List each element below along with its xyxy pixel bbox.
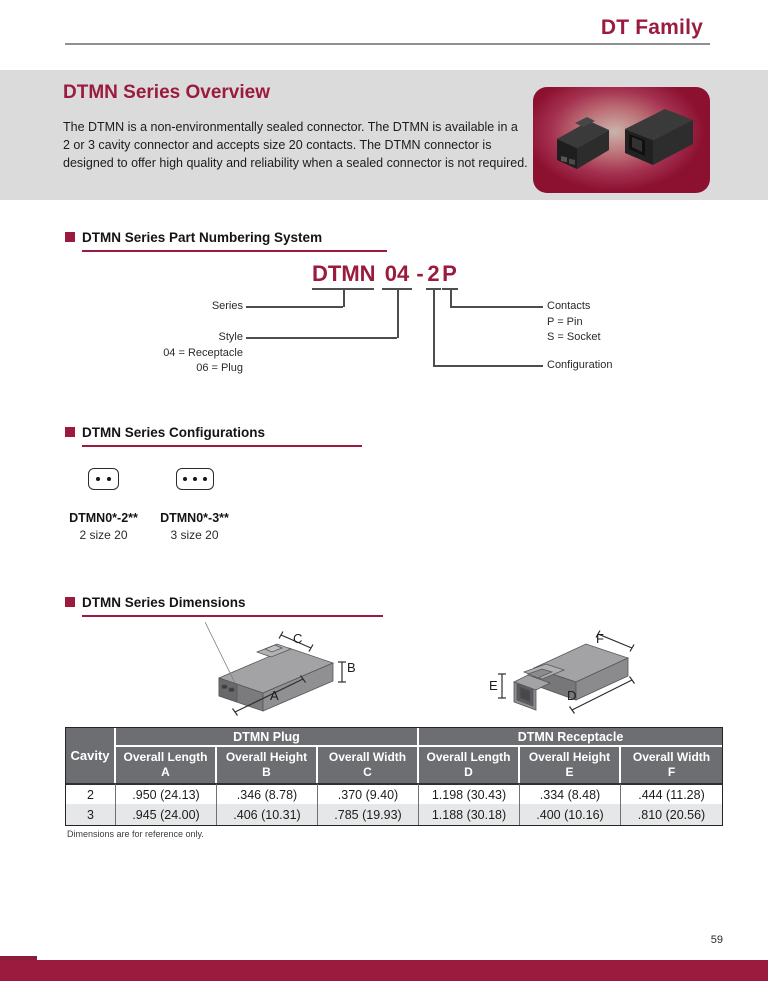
cell-value: .444 (11.28) bbox=[621, 783, 722, 804]
pn-connector-line bbox=[246, 306, 343, 308]
pn-connector-line bbox=[450, 289, 452, 307]
cavity-dot bbox=[193, 477, 198, 482]
pn-label-style: Style bbox=[218, 331, 243, 343]
dimensions-table bbox=[65, 727, 723, 826]
col-header bbox=[217, 747, 318, 783]
cell-value: .945 (24.00) bbox=[116, 804, 217, 825]
cavity-dot bbox=[107, 477, 112, 482]
pn-connector-line bbox=[433, 289, 435, 366]
section-bullet-icon bbox=[65, 597, 75, 607]
cavity-dot bbox=[183, 477, 188, 482]
cell-value: .406 (10.31) bbox=[217, 804, 318, 825]
cell-cavity: 2 bbox=[66, 783, 116, 804]
configurations-heading: DTMN Series Configurations bbox=[82, 425, 266, 440]
pn-connector-line bbox=[397, 289, 399, 338]
dim-letter-C: C bbox=[293, 631, 303, 646]
config-part-number: DTMN0*-3** bbox=[160, 511, 229, 525]
cell-value: .810 (20.56) bbox=[621, 804, 722, 825]
dim-letter-E: E bbox=[489, 678, 498, 693]
pn-connector-line bbox=[246, 337, 397, 339]
cavity-dot bbox=[96, 477, 101, 482]
col-header-letter: B bbox=[262, 765, 271, 779]
pn-label-contact-option2: S = Socket bbox=[547, 331, 601, 343]
pn-configuration: 2 bbox=[427, 261, 440, 286]
dim-letter-B: B bbox=[347, 660, 356, 675]
cell-value: .400 (10.16) bbox=[520, 804, 621, 825]
cell-value: .370 (9.40) bbox=[318, 783, 419, 804]
col-header bbox=[621, 747, 722, 783]
overview-title: DTMN Series Overview bbox=[63, 82, 270, 103]
col-header-text: Overall Length bbox=[123, 750, 208, 764]
pn-dash: - bbox=[416, 261, 424, 286]
pn-contacts: P bbox=[442, 261, 457, 286]
pn-series: DTMN bbox=[312, 261, 376, 286]
col-header-text: Overall Length bbox=[426, 750, 511, 764]
receptacle-dimension-drawing bbox=[480, 622, 655, 722]
section-bullet-icon bbox=[65, 427, 75, 437]
col-header-letter: E bbox=[565, 765, 574, 779]
config-part-number: DTMN0*-2** bbox=[69, 511, 138, 525]
cell-value: 1.188 (30.18) bbox=[419, 804, 520, 825]
pn-label-style-option2: 06 = Plug bbox=[196, 362, 243, 374]
section-rule bbox=[82, 250, 387, 252]
table-row bbox=[66, 804, 722, 825]
config-description: 3 size 20 bbox=[170, 528, 219, 542]
dimensions-note: Dimensions are for reference only. bbox=[67, 829, 204, 839]
col-header bbox=[318, 747, 419, 783]
col-header-letter: C bbox=[363, 765, 372, 779]
dim-letter-F: F bbox=[596, 631, 604, 646]
overview-banner bbox=[0, 70, 768, 200]
pn-style: 04 bbox=[384, 261, 410, 286]
section-rule bbox=[82, 615, 383, 617]
col-header-text: Overall Height bbox=[528, 750, 611, 764]
header-rule bbox=[65, 43, 710, 45]
col-header-letter: D bbox=[464, 765, 473, 779]
product-photo bbox=[533, 87, 710, 193]
section-rule bbox=[82, 445, 362, 447]
col-header-text: Overall Width bbox=[328, 750, 407, 764]
connector-photo-illustration bbox=[533, 87, 710, 193]
pn-connector-line bbox=[343, 289, 345, 307]
pn-label-series: Series bbox=[211, 300, 243, 312]
table-row bbox=[66, 783, 722, 804]
pn-label-contact-option1: P = Pin bbox=[547, 316, 583, 328]
section-bullet-icon bbox=[65, 232, 75, 242]
pn-label-style-option1: 04 = Receptacle bbox=[163, 347, 243, 359]
pn-connector-line bbox=[433, 365, 543, 367]
col-header bbox=[419, 747, 520, 783]
cell-value: .950 (24.13) bbox=[116, 783, 217, 804]
page-title: DT Family bbox=[600, 16, 703, 39]
footer-bar bbox=[0, 960, 768, 981]
cell-cavity: 3 bbox=[66, 804, 116, 825]
group-header-receptacle: DTMN Receptacle bbox=[419, 728, 722, 747]
col-header bbox=[520, 747, 621, 783]
dim-letter-A: A bbox=[270, 688, 279, 703]
cell-value: 1.198 (30.43) bbox=[419, 783, 520, 804]
col-header-letter: F bbox=[667, 765, 676, 779]
col-header-cavity: Cavity bbox=[66, 728, 116, 783]
overview-body: The DTMN is a non-environmentally sealed connector. The DTMN is available in a 2 or 3 cavity connector and accepts size 20 contacts. The DTMN connector is designed to offer high quality and reliability when a sealed connector is not required. bbox=[63, 120, 528, 170]
cavity-dot bbox=[203, 477, 208, 482]
dim-letter-D: D bbox=[567, 688, 577, 703]
pn-label-configuration: Configuration bbox=[547, 359, 613, 371]
part-numbering-heading: DTMN Series Part Numbering System bbox=[82, 230, 323, 245]
col-header-text: Overall Height bbox=[225, 750, 308, 764]
cell-value: .346 (8.78) bbox=[217, 783, 318, 804]
col-header-text: Overall Width bbox=[632, 750, 711, 764]
col-header bbox=[116, 747, 217, 783]
cavity-2-icon bbox=[88, 468, 119, 490]
cell-value: .785 (19.93) bbox=[318, 804, 419, 825]
pn-connector-line bbox=[450, 306, 543, 308]
config-description: 2 size 20 bbox=[79, 528, 128, 542]
cell-value: .334 (8.48) bbox=[520, 783, 621, 804]
group-header-plug: DTMN Plug bbox=[116, 728, 419, 747]
pn-label-contacts: Contacts bbox=[547, 300, 591, 312]
cavity-3-icon bbox=[176, 468, 214, 490]
col-header-letter: A bbox=[161, 765, 170, 779]
dimensions-heading: DTMN Series Dimensions bbox=[82, 595, 246, 610]
page-number: 59 bbox=[710, 934, 723, 946]
